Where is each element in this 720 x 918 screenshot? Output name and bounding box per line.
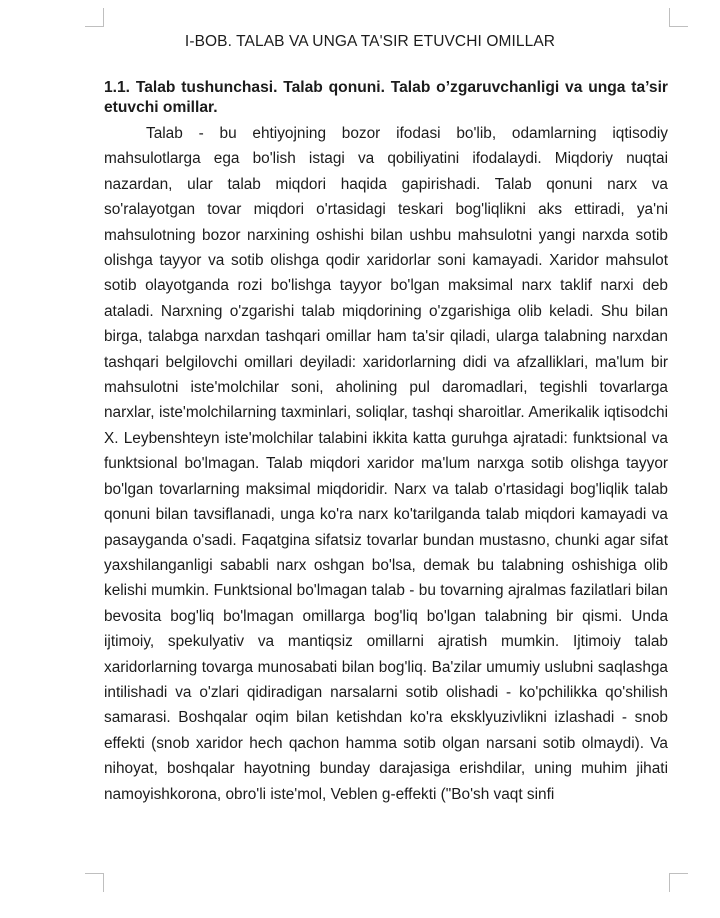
chapter-title: I-BOB. TALAB VA UNGA TA'SIR ETUVCHI OMILLAR: [184, 33, 556, 50]
body-paragraph: Talab - bu ehtiyojning bozor ifodasi bo'lib, odamlarning iqtisodiy mahsulotlarga ega bo'lish istagi va qobiliyatini ifodalaydi. Miqdoriy nuqtai nazardan, ular talab miqdori haqida gapirishadi. Talab qonuni narx va so'ralayotgan tovar miqdori o'rtasidagi teskari bog'liqlikni aks ettiradi, ya'ni mahsulotning bozor narxining oshishi bilan ushbu mahsulotni yangi narxda sotib olishga tayyor va sotib olishga qodir xaridorlar soni kamayadi. Xaridor mahsulot sotib olayotganda rozi bo'lishga tayyor bo'lgan maksimal narx taklif narxi deb ataladi. Narxning o'zgarishi talab miqdorining o'zgarishiga olib keladi. Shu bilan birga, talabga narxdan tashqari omillar ham ta'sir qiladi, ularga talabning narxdan tashqari belgilovchi omillari deyiladi: xaridorlarning didi va afzalliklari, ma'lum bir mahsulotni iste'molchilar soni, aholining pul daromadlari, tegishli tovarlarga narxlar, iste'molchilarning taxminlari, soliqlar, tashqi sharoitlar. Amerikalik iqtisodchi X. Leybenshteyn iste'molchilar talabini ikkita katta guruhga ajratadi: funktsional va funktsional bo'lmagan. Talab miqdori xaridor ma'lum narxga sotib olishga tayyor bo'lgan tovarlarning maksimal miqdoridir. Narx va talab o'rtasidagi bog'liqlik talab qonuni bilan tavsiflanadi, unga ko'ra narx ko'tarilganda talab miqdori kamayadi va pasayganda o'sadi. Faqatgina sifatsiz tovarlar bundan mustasno, chunki agar sifat yaxshilanganligi sababli narx oshgan bo'lsa, demak bu talabning oshishiga olib kelishi mumkin. Funktsional bo'lmagan talab - bu tovarning ajralmas fazilatlari bilan bevosita bog'liq bo'lmagan omillarga bog'liq bo'lgan talabning bir qismi. Unda ijtimoiy, spekulyativ va mantiqsiz omillarni ajratish mumkin. Ijtimoiy talab xaridorlarning tovarga munosabati bilan bog'liq. Ba'zilar umumiy uslubni saqlashga intilishadi va o'zlari qidiradigan narsalarni sotib olishadi - ko'pchilikka qo'shilish samarasi. Boshqalar oqim bilan ketishdan ko'ra eksklyuzivlikni izlashadi - snob effekti (snob xaridor hech qachon hamma sotib olgan narsani sotib olmaydi). Va nihoyat, boshqalar hayotning bunday darajasiga erishdilar, uning muhim jihati namoyishkorona, obro'li iste'mol, Veblen g-effekti ("Bo'sh vaqt sinfi: [104, 125, 668, 803]
crop-mark-top-right: [669, 8, 688, 27]
section-title: 1.1. Talab tushunchasi. Talab qonuni. Talab o’zgaruvchanligi va unga ta’sir etuvchi omillar.: [104, 79, 668, 116]
crop-mark-top-left: [85, 8, 104, 27]
crop-mark-bottom-right: [669, 873, 688, 892]
crop-mark-bottom-left: [85, 873, 104, 892]
